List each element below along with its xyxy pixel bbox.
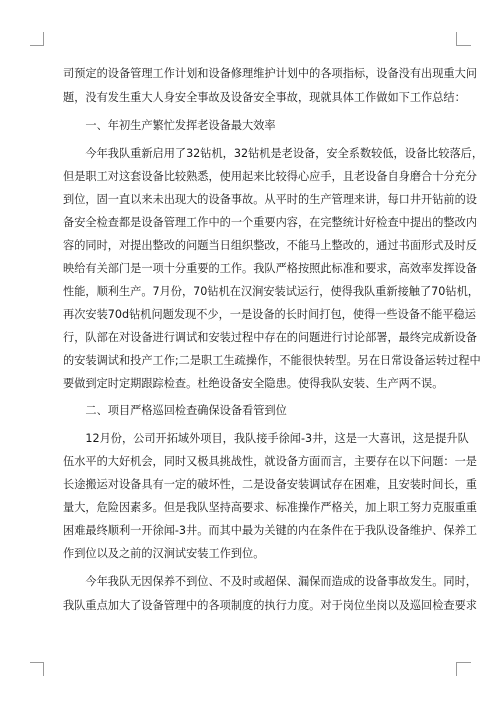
section-heading: 二、项目严格巡回检查确保设备看管到位 bbox=[63, 404, 287, 417]
body-text-line: 司预定的设备管理工作计划和设备修理维护计划中的各项指标，设备没有出现重大问 bbox=[63, 67, 477, 80]
body-text-line: 但是职工对这套设备比较熟悉，使用起来比较得心应手，且老设备自身磨合十分充分 bbox=[63, 170, 477, 183]
crop-mark-top-right-horizontal bbox=[457, 45, 471, 46]
section-heading: 一、年初生产繁忙发挥老设备最大效率 bbox=[63, 119, 276, 132]
body-text-line: 题，没有发生重大人身安全事故及设备安全事故，现就具体工作做如下工作总结： bbox=[63, 91, 466, 104]
crop-mark-bottom-right-vertical bbox=[456, 662, 457, 676]
body-text-line: 再次安装70d钻机问题发现不少，一是设备的长时间打包，使得一些设备不能平稳运 bbox=[63, 308, 476, 321]
body-text-line: 要做到定时定期跟踪检查。杜绝设备安全隐患。使得我队安装、生产两不误。 bbox=[63, 377, 444, 390]
body-text-line: 映给有关部门是一项十分重要的工作。我队严格按照此标准和要求，高效率发挥设备 bbox=[63, 262, 477, 275]
body-text-line: 我队重点加大了设备管理中的各项制度的执行力度。对于岗位坐岗以及巡回检查要求 bbox=[63, 599, 477, 612]
crop-mark-bottom-right-horizontal bbox=[457, 662, 471, 663]
body-text-line: 行，队部在对设备进行调试和安装过程中存在的问题进行讨论部署，最终完成新设备 bbox=[63, 331, 477, 344]
body-text-line: 性能，顺利生产。7月份，70钻机在汉涧安装试运行，使得我队重新接触了70钻机， bbox=[63, 285, 479, 298]
crop-mark-top-left-vertical bbox=[43, 32, 44, 46]
body-text-line: 的安装调试和投产工作;二是职工生疏操作，不能很快转型。另在日常设备运转过程中 bbox=[63, 354, 481, 367]
body-text-line: 到位，固一直以来未出现大的设备事故。从平时的生产管理来讲，每口井开钻前的设 bbox=[63, 193, 477, 206]
body-text-line: 备安全检查都是设备管理工作中的一个重要内容，在完整统计好检查中提出的整改内 bbox=[63, 216, 477, 229]
crop-mark-bottom-left-vertical bbox=[43, 662, 44, 676]
body-text-line: 作到位以及之前的汉涧试安装工作到位。 bbox=[63, 547, 265, 560]
crop-mark-bottom-left-horizontal bbox=[30, 662, 44, 663]
body-text-line: 困难最终顺利一开徐闻-3井。而其中最为关键的内在条件在于我队设备维护、保养工 bbox=[63, 524, 477, 537]
crop-mark-top-left-horizontal bbox=[30, 45, 44, 46]
body-text-line: 今年我队无因保养不到位、不及时或超保、漏保而造成的设备事故发生。同时， bbox=[63, 575, 477, 588]
body-text-line: 量大，危险因素多。但是我队坚持高要求、标准操作严格关，加上职工努力克服重重 bbox=[63, 501, 477, 514]
body-text-line: 容的同时，对提出整改的问题当日组织整改，不能马上整改的，通过书面形式及时反 bbox=[63, 239, 477, 252]
body-text-line: 今年我队重新启用了32钻机，32钻机是老设备，安全系数较低，设备比较落后， bbox=[63, 147, 484, 160]
crop-mark-top-right-vertical bbox=[456, 32, 457, 46]
body-text-line: 长途搬运对设备具有一定的破坏性，二是设备安装调试存在困难，且安装时间长，重 bbox=[63, 478, 477, 491]
body-text-line: 伍水平的大好机会，同时又极具挑战性，就设备方面而言，主要存在以下问题：一是 bbox=[63, 455, 477, 468]
body-text-line: 12月份，公司开拓域外项目，我队接手徐闻-3井，这是一大喜讯，这是提升队 bbox=[63, 432, 469, 445]
